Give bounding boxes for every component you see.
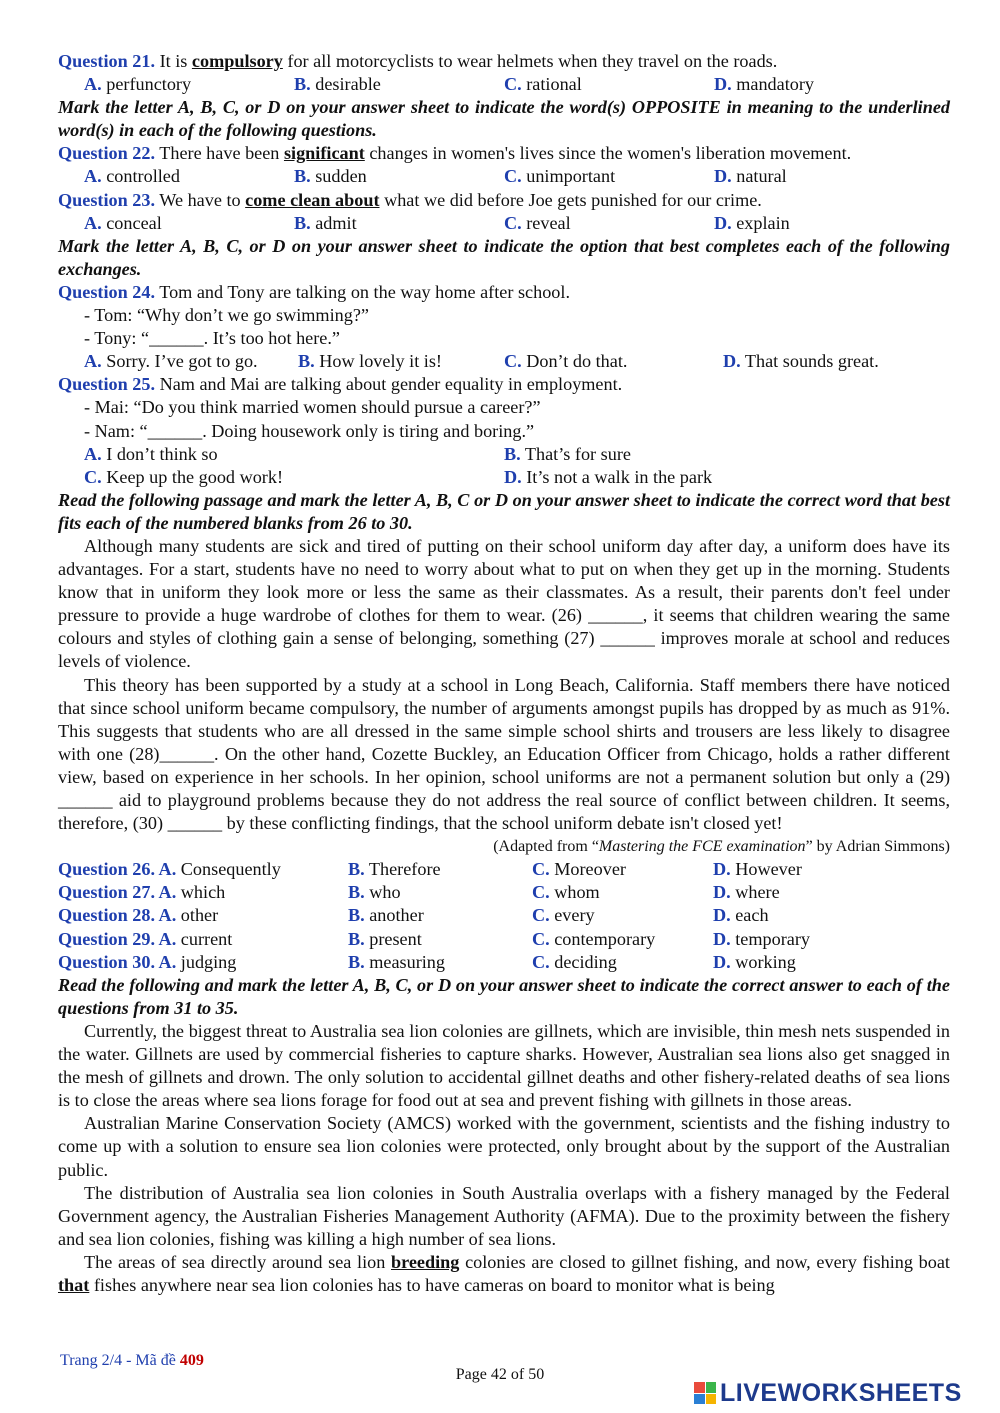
question-25-options-row1: [58, 443, 950, 466]
instruction-reading: Read the following and mark the letter A, B, C, or D on your answer sheet to indicate the correct answer to each of the questions from 31 to 35.: [58, 974, 950, 1018]
option-a[interactable]: A. perfunctory: [84, 74, 192, 95]
option-d[interactable]: D. That sounds great.: [723, 351, 879, 372]
option-b[interactable]: B. present: [348, 928, 422, 949]
question-27: [58, 881, 950, 904]
option-b[interactable]: B. sudden: [294, 166, 367, 187]
option-c[interactable]: C. unimportant: [504, 166, 616, 187]
question-26: [58, 858, 950, 881]
underlined-phrase: come clean about: [245, 189, 380, 210]
footer-exam-code: Trang 2/4 - Mã đề 409: [60, 1352, 204, 1369]
question-number: Question 21.: [58, 51, 156, 71]
option-b[interactable]: B. desirable: [294, 74, 381, 95]
question-21: Question 21. It is compulsory for all motorcyclists to wear helmets when they travel on the roads.: [58, 51, 778, 71]
option-d[interactable]: D. It’s not a walk in the park: [504, 466, 713, 487]
option-d[interactable]: D. working: [713, 951, 796, 972]
option-c[interactable]: C. whom: [532, 882, 600, 903]
option-c[interactable]: C. Keep up the good work!: [84, 466, 284, 487]
passage-paragraph: Australian Marine Conservation Society (AMCS) worked with the government, scientists and the fishing industry to come up with a solution to ensure sea lion colonies were protected, only brought about by the support of the Australian public.: [58, 1113, 950, 1180]
question-number: Question 25.: [58, 374, 156, 395]
question-22-options: [58, 165, 950, 188]
question-21-options: [58, 73, 950, 96]
question-25: Question 25. Nam and Mai are talking about gender equality in employment.: [58, 374, 623, 395]
option-c[interactable]: C. deciding: [532, 951, 617, 972]
option-b[interactable]: B. That’s for sure: [504, 443, 631, 464]
option-a[interactable]: A. I don’t think so: [84, 443, 218, 464]
instruction-passage-cloze: Read the following passage and mark the letter A, B, C or D on your answer sheet to indicate the correct word that best fits each of the numbered blanks from 26 to 30.: [58, 489, 950, 533]
worksheet-page: [58, 50, 950, 1297]
option-a[interactable]: Question 27. A. which: [58, 882, 226, 903]
option-b[interactable]: B. How lovely it is!: [298, 351, 442, 372]
question-number: Question 23.: [58, 189, 156, 210]
dialogue-line: - Mai: “Do you think married women should pursue a career?”: [84, 397, 541, 418]
question-24: Question 24. Tom and Tony are talking on the way home after school.: [58, 281, 571, 302]
option-c[interactable]: C. reveal: [504, 212, 571, 233]
option-a[interactable]: Question 30. A. judging: [58, 951, 237, 972]
passage-paragraph: Currently, the biggest threat to Australia sea lion colonies are gillnets, which are invisible, thin mesh nets suspended in the water. Gillnets are used by commercial fisheries to capture sharks. However, Australian sea lions also get snagged in the mesh of gillnets and drown. The only solution to accidental gillnet deaths and other fishery-related deaths of sea lions is to close the areas where sea lions forage for food out at sea and prevent fishing with gillnets in those areas.: [58, 1020, 950, 1111]
dialogue-line: - Tom: “Why don’t we go swimming?”: [84, 305, 369, 326]
question-30: [58, 951, 950, 974]
question-29: [58, 928, 950, 951]
option-a[interactable]: A. conceal: [84, 212, 162, 233]
underlined-word: that: [58, 1274, 90, 1295]
passage-paragraph: The areas of sea directly around sea lion breeding colonies are closed to gillnet fishing, and now, every fishing boat that fishes anywhere near sea lion colonies has to have cameras on board to monitor what is being: [58, 1251, 950, 1295]
source-citation: (Adapted from “Mastering the FCE examination” by Adrian Simmons): [493, 838, 950, 856]
option-d[interactable]: D. However: [713, 859, 802, 880]
option-c[interactable]: C. contemporary: [532, 928, 656, 949]
instruction-exchanges: Mark the letter A, B, C, or D on your answer sheet to indicate the option that best completes each of the following exchanges.: [58, 235, 950, 279]
option-a[interactable]: Question 29. A. current: [58, 928, 233, 949]
option-a[interactable]: Question 26. A. Consequently: [58, 859, 281, 880]
passage-paragraph: This theory has been supported by a study at a school in Long Beach, California. Staff members there have noticed that since school uniform became compulsory, the number of arguments amongst pupils has dropped by as much as 91%. This suggests that students who are all dressed in the same simple school shirts and trousers are less likely to disagree with one (28)______. On the other hand, Cozette Buckley, an Education Officer from Chicago, holds a rather different view, based on experience in her schools. In her opinion, school uniforms are not a permanent solution but only a (29) ______ aid to playground problems because they do not address the real source of conflict between children. It seems, therefore, (30) ______ by these conflicting findings, that the school uniform debate isn't closed yet!: [58, 674, 950, 834]
question-22: Question 22. There have been significant changes in women's lives since the women's liberation movement.: [58, 143, 852, 164]
option-b[interactable]: B. another: [348, 905, 424, 926]
option-d[interactable]: D. mandatory: [714, 74, 815, 95]
instruction-opposite: Mark the letter A, B, C, or D on your answer sheet to indicate the word(s) OPPOSITE in meaning to the underlined word(s) in each of the following questions.: [58, 97, 950, 141]
dialogue-line: - Tony: “______. It’s too hot here.”: [84, 328, 340, 349]
option-d[interactable]: D. natural: [714, 166, 787, 187]
question-number: Question 22.: [58, 143, 156, 164]
option-d[interactable]: D. explain: [714, 212, 790, 233]
option-c[interactable]: C. Moreover: [532, 859, 626, 880]
option-c[interactable]: C. rational: [504, 74, 582, 95]
question-23: Question 23. We have to come clean about what we did before Joe gets punished for our crime.: [58, 189, 762, 210]
cloze-questions: [58, 858, 950, 973]
option-c[interactable]: C. every: [532, 905, 595, 926]
logo-icon: [694, 1382, 716, 1404]
option-b[interactable]: B. admit: [294, 212, 357, 233]
dialogue-line: - Nam: “______. Doing housework only is tiring and boring.”: [84, 420, 535, 441]
option-a[interactable]: Question 28. A. other: [58, 905, 219, 926]
underlined-word: breeding: [391, 1251, 460, 1272]
question-number: Question 24.: [58, 281, 156, 302]
question-24-options: [58, 350, 950, 373]
logo-text: LIVEWORKSHEETS: [720, 1378, 962, 1407]
option-b[interactable]: B. measuring: [348, 951, 445, 972]
underlined-word: compulsory: [191, 51, 283, 71]
option-b[interactable]: B. who: [348, 882, 401, 903]
passage-paragraph: The distribution of Australia sea lion colonies in South Australia overlaps with a fishery managed by the Federal Government agency, the Australian Fisheries Management Authority (AFMA). Due to the proximity between the fishery and sea lion colonies, fishing was killing a high number of sea lions.: [58, 1182, 950, 1249]
option-b[interactable]: B. Therefore: [348, 859, 441, 880]
question-25-options-row2: [58, 466, 950, 489]
question-28: [58, 904, 950, 927]
underlined-word: significant: [283, 143, 365, 164]
question-23-options: [58, 212, 950, 235]
option-a[interactable]: A. Sorry. I’ve got to go.: [84, 351, 258, 372]
page-number: Page 42 of 50: [455, 1366, 545, 1383]
option-a[interactable]: A. controlled: [84, 166, 180, 187]
option-c[interactable]: C. Don’t do that.: [504, 351, 628, 372]
option-d[interactable]: D. each: [713, 905, 769, 926]
passage-paragraph: Although many students are sick and tired of putting on their school uniform day after day, a uniform does have its advantages. For a start, students have no need to worry about what to put on when they get up in the morning. Students know that in uniform they look more or less the same as their classmates. As a result, their parents don't feel under pressure to provide a huge wardrobe of clothes for them to wear. (26) ______, it seems that children wearing the same colours and styles of clothing gain a sense of belonging, something (27) ______ improves morale at school and reduces levels of violence.: [58, 535, 950, 672]
option-d[interactable]: D. temporary: [713, 928, 810, 949]
option-d[interactable]: D. where: [713, 882, 780, 903]
liveworksheets-logo: [694, 1378, 962, 1408]
